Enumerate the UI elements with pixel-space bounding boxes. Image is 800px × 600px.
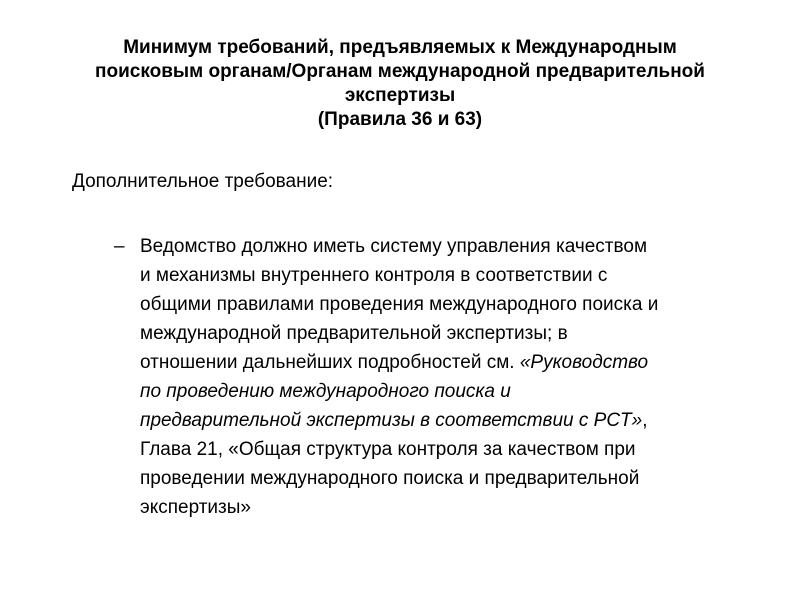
bullet-line-6-italic: по проведению международного поиска и <box>140 381 511 402</box>
bullet-text <box>140 232 754 522</box>
bullet-line-5-italic: «Руководство <box>519 352 649 373</box>
bullet-line-5-text: отношении дальнейших подробностей см. <box>140 352 520 373</box>
bullet-line-10 <box>140 493 754 522</box>
bullet-line-4 <box>140 319 754 348</box>
bullet-line-5 <box>140 348 754 377</box>
bullet-line-10-text: экспертизы» <box>140 497 251 518</box>
bullet-line-1 <box>140 232 754 261</box>
bullet-line-2 <box>140 261 754 290</box>
bullet-line-7-text: , <box>642 410 648 431</box>
bullet-line-7-italic: предварительной экспертизы в соответствии с PCT» <box>140 410 643 431</box>
intro-text: Дополнительное требование: <box>72 171 334 192</box>
bullet-item <box>114 232 754 522</box>
bullet-line-9-text: проведении международного поиска и предварительной <box>140 468 640 489</box>
bullet-line-4-text: международной предварительной экспертизы; в <box>140 323 568 344</box>
bullet-dash: – <box>114 236 125 257</box>
bullet-line-2-text: и механизмы внутреннего контроля в соответствии с <box>140 265 608 286</box>
title-line-4: (Правила 36 и 63) <box>317 109 483 130</box>
title-line-2: поисковым органам/Органам международной предварительной <box>95 61 705 82</box>
bullet-line-3-text: общими правилами проведения международного поиска и <box>140 294 659 315</box>
bullet-line-8-text: Глава 21, «Общая структура контроля за качеством при <box>140 439 636 460</box>
title-line-1: Минимум требований, предъявляемых к Международным <box>123 37 677 58</box>
bullet-line-9 <box>140 464 754 493</box>
title-line-3: экспертизы <box>344 85 456 106</box>
bullet-line-7 <box>140 406 754 435</box>
bullet-line-8 <box>140 435 754 464</box>
bullet-line-1-text: Ведомство должно иметь систему управления качеством <box>140 236 648 257</box>
slide-title <box>30 36 770 132</box>
bullet-line-6 <box>140 377 754 406</box>
bullet-line-3 <box>140 290 754 319</box>
